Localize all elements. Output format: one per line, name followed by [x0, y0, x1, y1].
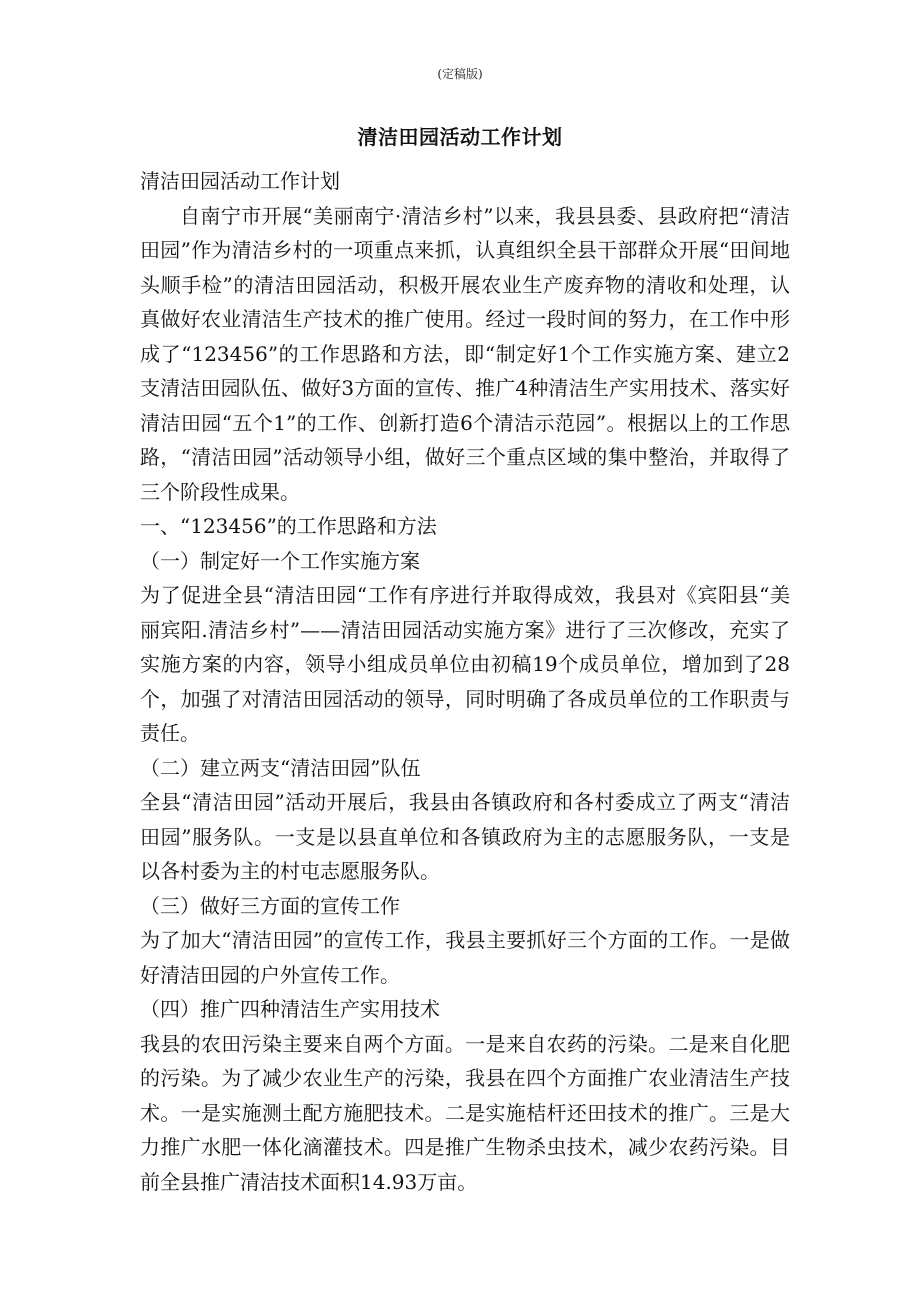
document-title: 清洁田园活动工作计划	[357, 125, 563, 149]
section-heading: 一、“123456”的工作思路和方法	[140, 514, 437, 538]
document-body	[140, 164, 790, 1199]
paragraph-4: 我县的农田污染主要来自两个方面。一是来自农药的污染。二是来自化肥的污染。为了减少农业生产的污染，我县在四个方面推广农业清洁生产技术。一是实施测土配方施肥技术。二是实施桔杆还田技术的推广。三是大力推广水肥一体化滴灌技术。四是推广生物杀虫技术，减少农药污染。目前全县推广清洁技术面积14.93万亩。	[140, 1031, 790, 1194]
subtitle-line: 清洁田园活动工作计划	[140, 169, 340, 193]
paragraph-1: 为了促进全县“清洁田园“工作有序进行并取得成效，我县对《宾阳县“美丽宾阳.清洁乡村”——清洁田园活动实施方案》进行了三次修改，充实了实施方案的内容，领导小组成员单位由初稿19个成员单位，增加到了28个，加强了对清洁田园活动的领导，同时明确了各成员单位的工作职责与责任。	[140, 583, 790, 745]
subsection-heading-2: （二）建立两支“清洁田园”队伍	[140, 755, 421, 780]
subsection-heading-1: （一）制定好一个工作实施方案	[140, 548, 420, 573]
paragraph-2: 全县“清洁田园”活动开展后，我县由各镇政府和各村委成立了两支“清洁田园”服务队。一支是以县直单位和各镇政府为主的志愿服务队，一支是以各村委为主的村屯志愿服务队。	[140, 790, 790, 883]
intro-paragraph: 自南宁市开展“美丽南宁·清洁乡村”以来，我县县委、县政府把“清洁田园”作为清洁乡村的一项重点来抓，认真组织全县干部群众开展“田间地头顺手检”的清洁田园活动，积极开展农业生产废弃物的清收和处理，认真做好农业清洁生产技术的推广使用。经过一段时间的努力，在工作中形成了“123456”的工作思路和方法，即“制定好1个工作实施方案、建立2支清洁田园队伍、做好3方面的宣传、推广4种清洁生产实用技术、落实好清洁田园“五个1”的工作、创新打造6个清洁示范园”。根据以上的工作思路，“清洁田园”活动领导小组，做好三个重点区域的集中整治，并取得了三个阶段性成果。	[140, 203, 790, 504]
subsection-heading-4: （四）推广四种清洁生产实用技术	[140, 997, 440, 1021]
version-note: (定稿版)	[437, 67, 483, 81]
paragraph-3: 为了加大“清洁田园”的宣传工作，我县主要抓好三个方面的工作。一是做好清洁田园的户外宣传工作。	[140, 928, 790, 987]
subsection-heading-3: （三）做好三方面的宣传工作	[140, 893, 400, 918]
